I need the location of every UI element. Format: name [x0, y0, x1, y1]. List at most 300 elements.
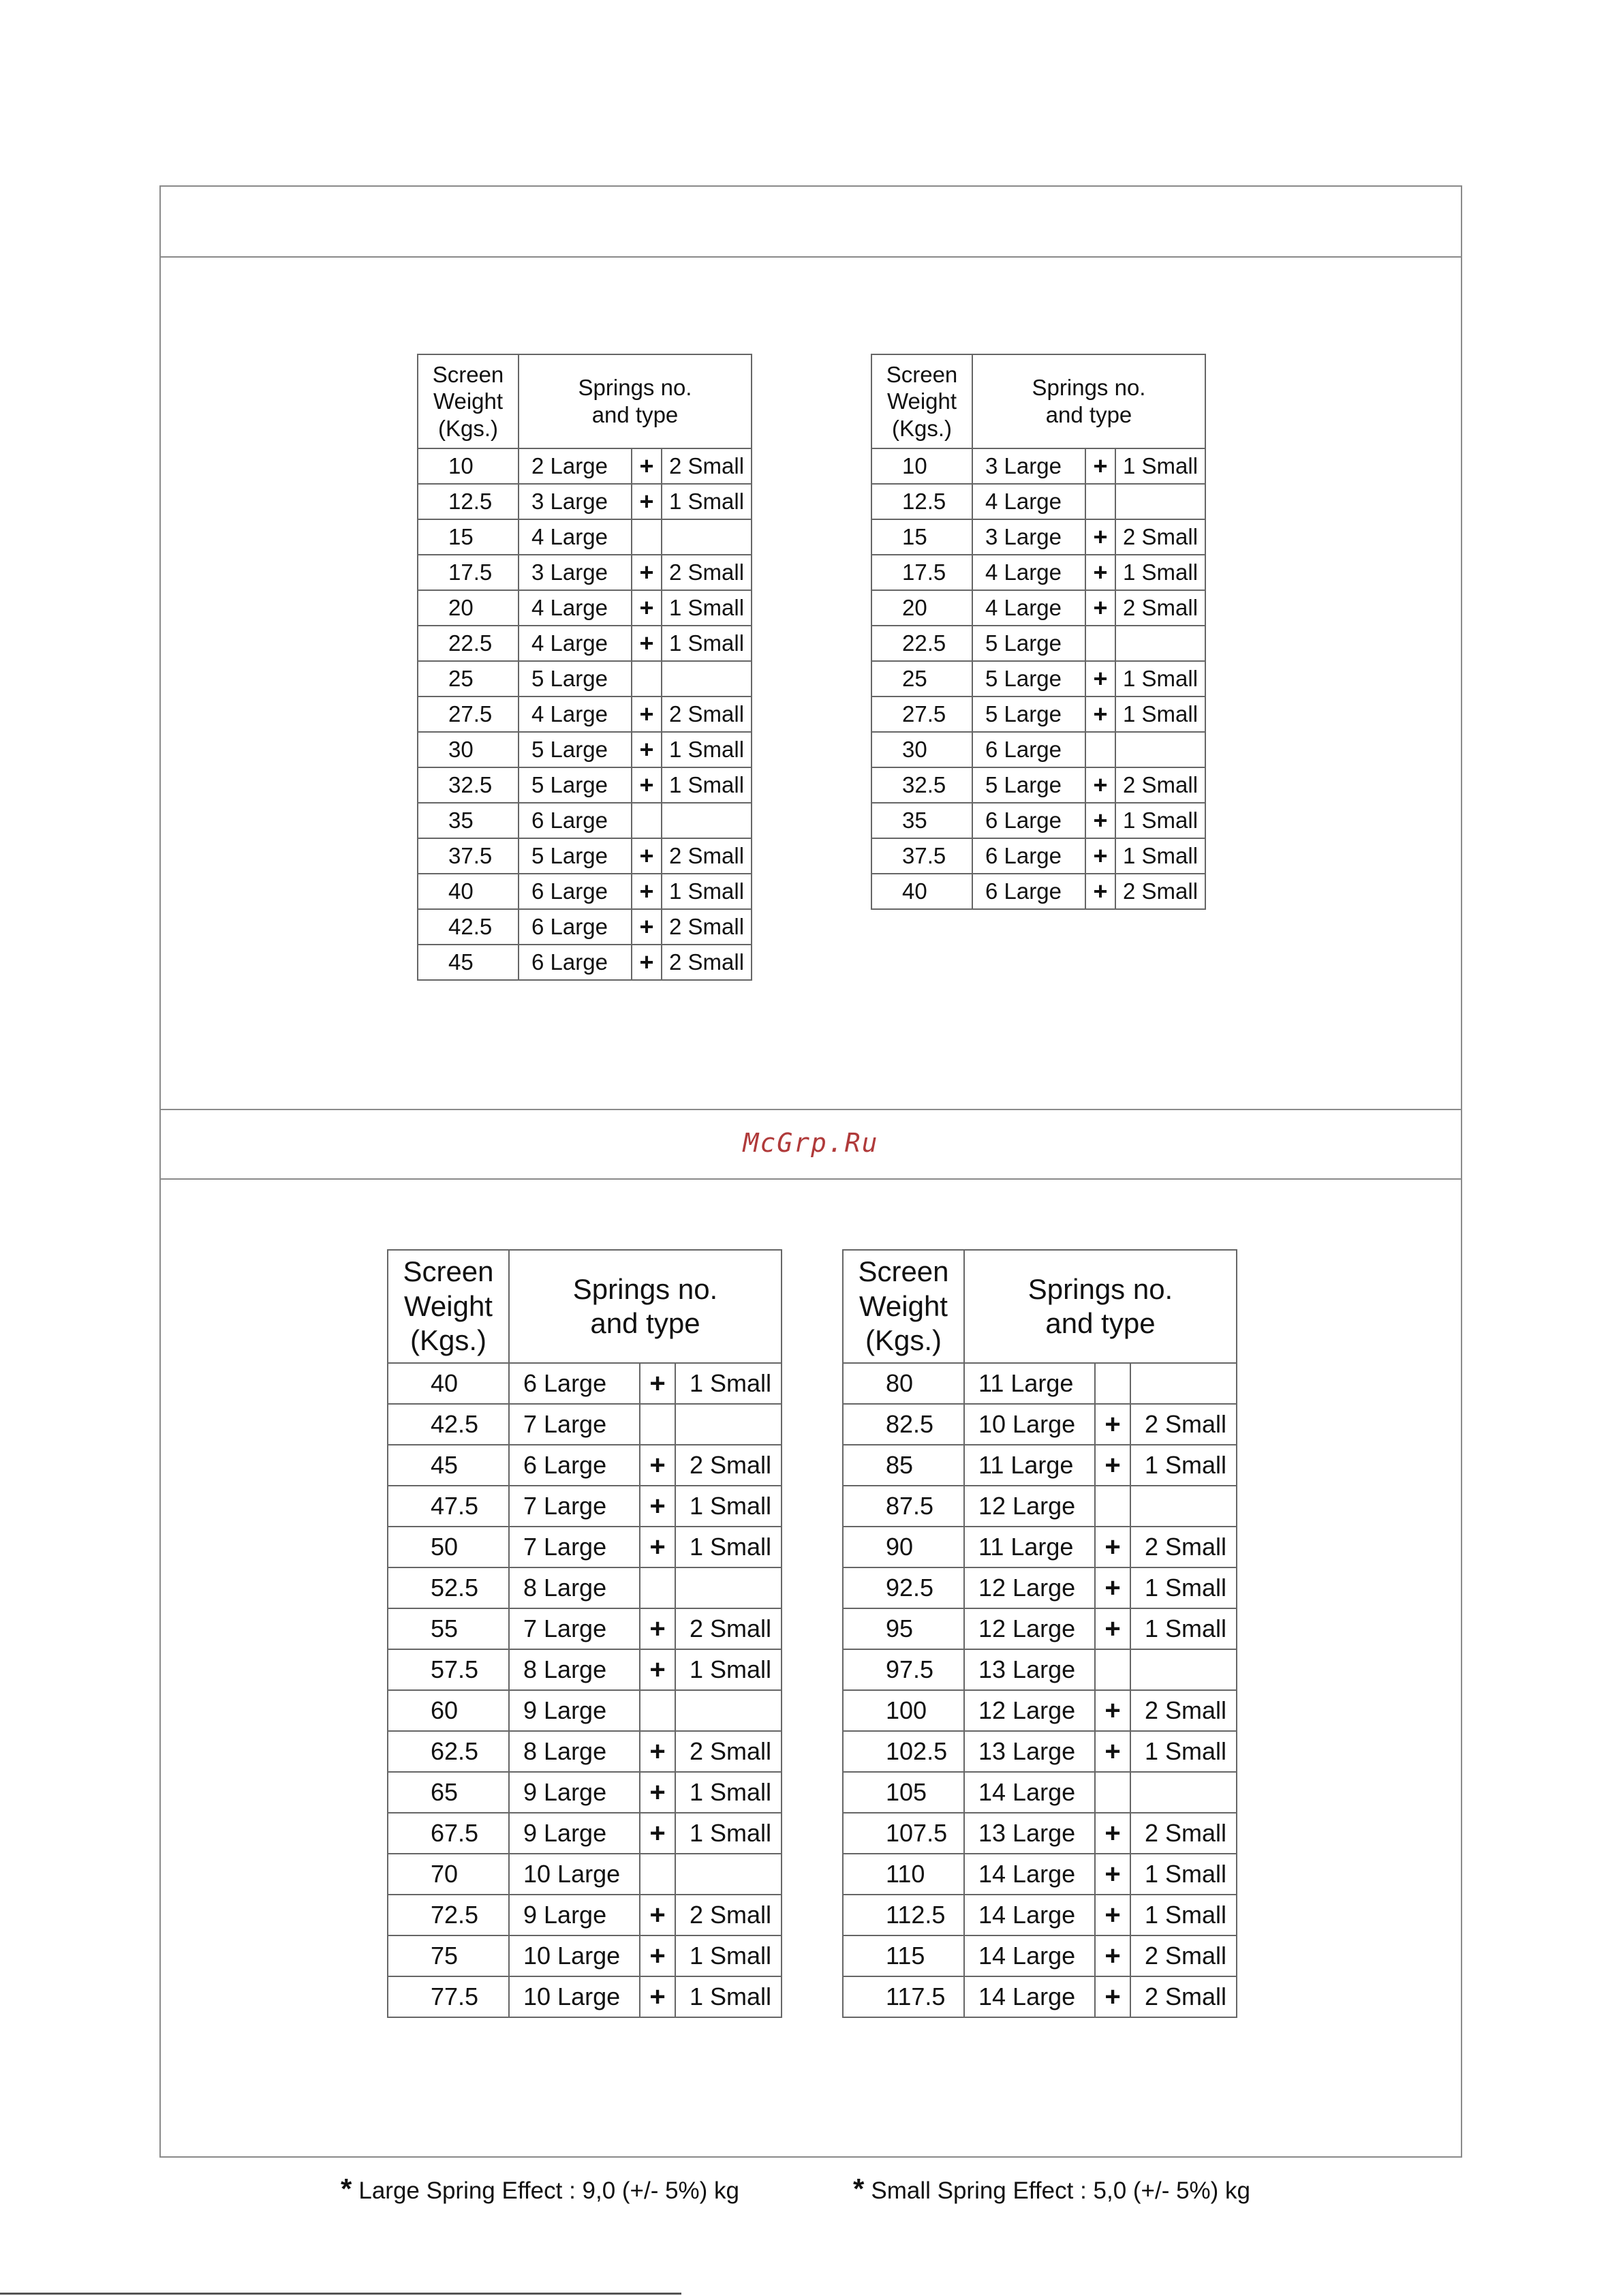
cell-large-springs: 12 Large — [964, 1567, 1095, 1608]
cell-large-springs: 12 Large — [964, 1608, 1095, 1649]
cell-large-springs: 14 Large — [964, 1895, 1095, 1935]
table-row — [843, 1772, 1237, 1813]
cell-small-springs: 2 Small — [1130, 1404, 1237, 1445]
cell-large-springs: 11 Large — [964, 1527, 1095, 1567]
cell-small-springs: 2 Small — [1130, 1690, 1237, 1731]
cell-plus — [632, 661, 662, 697]
cell-weight: 72.5 — [388, 1895, 509, 1935]
cell-large-springs: 11 Large — [964, 1445, 1095, 1486]
cell-plus: + — [632, 555, 662, 590]
cell-weight: 115 — [843, 1935, 964, 1976]
header-screen-weight — [871, 354, 972, 448]
cell-small-springs — [675, 1690, 782, 1731]
cell-large-springs: 4 Large — [972, 555, 1085, 590]
cell-weight: 35 — [871, 803, 972, 838]
cell-weight: 32.5 — [871, 767, 972, 803]
cell-plus — [640, 1690, 675, 1731]
cell-plus: + — [632, 732, 662, 767]
cell-small-springs: 2 Small — [662, 838, 752, 874]
cell-small-springs: 1 Small — [675, 1935, 782, 1976]
cell-large-springs: 4 Large — [519, 519, 632, 555]
cell-plus — [1085, 484, 1115, 519]
header-line: (Kgs.) — [409, 1324, 486, 1357]
cell-weight: 52.5 — [388, 1567, 509, 1608]
cell-plus: + — [1085, 767, 1115, 803]
table-row — [388, 1976, 782, 2017]
cell-large-springs: 6 Large — [972, 838, 1085, 874]
cell-small-springs — [675, 1567, 782, 1608]
table-row — [843, 1690, 1237, 1731]
cell-small-springs — [675, 1854, 782, 1895]
cell-weight: 22.5 — [871, 626, 972, 661]
table-row — [871, 838, 1205, 874]
cell-large-springs: 3 Large — [972, 519, 1085, 555]
header-line: and type — [1045, 402, 1132, 427]
cell-small-springs: 1 Small — [1115, 661, 1205, 697]
cell-large-springs: 11 Large — [964, 1363, 1095, 1404]
cell-small-springs: 1 Small — [675, 1486, 782, 1527]
cell-small-springs: 1 Small — [662, 767, 752, 803]
cell-small-springs: 2 Small — [662, 945, 752, 980]
cell-weight: 20 — [871, 590, 972, 626]
header-screen-weight — [388, 1250, 509, 1363]
cell-plus: + — [640, 1486, 675, 1527]
cell-small-springs: 2 Small — [675, 1895, 782, 1935]
table-row — [843, 1649, 1237, 1690]
table-row — [871, 590, 1205, 626]
header-line: Springs no. — [1032, 375, 1146, 401]
cell-large-springs: 5 Large — [972, 767, 1085, 803]
cell-weight: 25 — [871, 661, 972, 697]
cell-plus — [1085, 732, 1115, 767]
header-line: Weight — [433, 388, 504, 414]
table-row — [388, 1486, 782, 1527]
header-line: Weight — [886, 388, 957, 414]
cell-small-springs: 1 Small — [675, 1649, 782, 1690]
cell-large-springs: 14 Large — [964, 1976, 1095, 2017]
cell-large-springs: 6 Large — [972, 874, 1085, 909]
section-divider-top — [159, 1109, 1462, 1110]
cell-weight: 27.5 — [418, 697, 519, 732]
cell-large-springs: 9 Large — [509, 1690, 640, 1731]
cell-plus: + — [1085, 448, 1115, 484]
cell-plus: + — [640, 1813, 675, 1854]
cell-small-springs: 2 Small — [1130, 1813, 1237, 1854]
cell-weight: 25 — [418, 661, 519, 697]
cell-small-springs: 1 Small — [662, 732, 752, 767]
cell-plus — [1095, 1649, 1130, 1690]
cell-small-springs: 1 Small — [662, 626, 752, 661]
cell-large-springs: 2 Large — [519, 448, 632, 484]
header-line: (Kgs.) — [437, 415, 498, 441]
table-row — [388, 1813, 782, 1854]
cell-large-springs: 3 Large — [972, 448, 1085, 484]
cell-small-springs — [1130, 1363, 1237, 1404]
table-row — [418, 909, 752, 945]
cell-large-springs: 4 Large — [972, 590, 1085, 626]
table-row — [871, 767, 1205, 803]
cell-weight: 80 — [843, 1363, 964, 1404]
cell-small-springs: 2 Small — [662, 909, 752, 945]
table-row — [843, 1895, 1237, 1935]
cell-large-springs: 13 Large — [964, 1731, 1095, 1772]
header-springs — [964, 1250, 1237, 1363]
cell-small-springs — [1115, 484, 1205, 519]
cell-small-springs: 2 Small — [1115, 590, 1205, 626]
cell-plus: + — [640, 1772, 675, 1813]
cell-large-springs: 7 Large — [509, 1486, 640, 1527]
table-header-row — [388, 1250, 782, 1363]
cell-plus: + — [1095, 1567, 1130, 1608]
cell-large-springs: 4 Large — [519, 590, 632, 626]
cell-large-springs: 5 Large — [519, 732, 632, 767]
cell-large-springs: 3 Large — [519, 484, 632, 519]
cell-weight: 50 — [388, 1527, 509, 1567]
table-row — [871, 803, 1205, 838]
table-row — [843, 1363, 1237, 1404]
page-frame — [159, 185, 1462, 2158]
cell-large-springs: 4 Large — [519, 697, 632, 732]
cell-plus: + — [1085, 661, 1115, 697]
table-row — [843, 1567, 1237, 1608]
cell-small-springs: 2 Small — [1130, 1527, 1237, 1567]
cell-large-springs: 13 Large — [964, 1813, 1095, 1854]
table-row — [388, 1895, 782, 1935]
cell-small-springs: 2 Small — [675, 1731, 782, 1772]
cell-weight: 37.5 — [871, 838, 972, 874]
table-row — [388, 1404, 782, 1445]
table-row — [843, 1527, 1237, 1567]
table-row — [871, 874, 1205, 909]
footnote-text: Small Spring Effect : 5,0 (+/- 5%) kg — [871, 2177, 1251, 2204]
cell-large-springs: 6 Large — [509, 1363, 640, 1404]
table-row — [843, 1854, 1237, 1895]
table-row — [418, 697, 752, 732]
cell-plus — [640, 1404, 675, 1445]
cell-large-springs: 6 Large — [519, 874, 632, 909]
cell-small-springs — [1115, 732, 1205, 767]
cell-small-springs: 1 Small — [1115, 803, 1205, 838]
cell-plus: + — [640, 1363, 675, 1404]
cell-small-springs: 2 Small — [662, 697, 752, 732]
cell-plus — [1095, 1486, 1130, 1527]
header-line: Screen — [858, 1255, 949, 1288]
cell-weight: 15 — [418, 519, 519, 555]
cell-large-springs: 4 Large — [972, 484, 1085, 519]
table-row — [388, 1363, 782, 1404]
cell-small-springs: 1 Small — [675, 1813, 782, 1854]
header-line: Weight — [404, 1289, 493, 1322]
table-row — [388, 1445, 782, 1486]
footnote-small-spring — [853, 2173, 1250, 2205]
cell-weight: 40 — [871, 874, 972, 909]
cell-weight: 17.5 — [871, 555, 972, 590]
table-row — [418, 519, 752, 555]
cell-small-springs — [675, 1404, 782, 1445]
table-row — [388, 1854, 782, 1895]
cell-weight: 32.5 — [418, 767, 519, 803]
cell-weight: 90 — [843, 1527, 964, 1567]
cell-plus: + — [1095, 1445, 1130, 1486]
header-line: Screen — [403, 1255, 494, 1288]
cell-plus — [640, 1854, 675, 1895]
cell-weight: 110 — [843, 1854, 964, 1895]
table-row — [843, 1486, 1237, 1527]
table-row — [388, 1772, 782, 1813]
cell-plus: + — [1085, 697, 1115, 732]
cell-large-springs: 5 Large — [519, 838, 632, 874]
header-divider — [159, 256, 1462, 258]
table-row — [843, 1976, 1237, 2017]
cell-weight: 20 — [418, 590, 519, 626]
cell-weight: 100 — [843, 1690, 964, 1731]
cell-plus: + — [1095, 1608, 1130, 1649]
cell-large-springs: 6 Large — [972, 803, 1085, 838]
header-line: Screen — [432, 361, 504, 387]
cell-weight: 117.5 — [843, 1976, 964, 2017]
cell-small-springs — [1130, 1486, 1237, 1527]
cell-weight: 67.5 — [388, 1813, 509, 1854]
cell-small-springs: 1 Small — [675, 1363, 782, 1404]
cell-plus: + — [1095, 1690, 1130, 1731]
cell-small-springs: 1 Small — [1115, 555, 1205, 590]
cell-weight: 10 — [418, 448, 519, 484]
cell-plus: + — [640, 1895, 675, 1935]
table-row — [418, 732, 752, 767]
cell-large-springs: 13 Large — [964, 1649, 1095, 1690]
cell-plus: + — [632, 874, 662, 909]
header-screen-weight — [418, 354, 519, 448]
cell-weight: 27.5 — [871, 697, 972, 732]
table-row — [871, 697, 1205, 732]
cell-small-springs — [1130, 1772, 1237, 1813]
cell-small-springs: 1 Small — [675, 1527, 782, 1567]
cell-plus: + — [1085, 519, 1115, 555]
cell-weight: 75 — [388, 1935, 509, 1976]
cell-plus: + — [1095, 1854, 1130, 1895]
cell-weight: 62.5 — [388, 1731, 509, 1772]
cell-small-springs — [1115, 626, 1205, 661]
cell-small-springs: 1 Small — [1130, 1895, 1237, 1935]
cell-plus: + — [640, 1935, 675, 1976]
cell-large-springs: 7 Large — [509, 1404, 640, 1445]
cell-plus: + — [1095, 1527, 1130, 1567]
table-row — [418, 448, 752, 484]
cell-plus: + — [640, 1731, 675, 1772]
table-row — [843, 1445, 1237, 1486]
cell-plus — [1095, 1363, 1130, 1404]
cell-weight: 42.5 — [388, 1404, 509, 1445]
header-line: Screen — [886, 361, 958, 387]
cell-weight: 30 — [871, 732, 972, 767]
cell-weight: 102.5 — [843, 1731, 964, 1772]
cell-small-springs: 2 Small — [1115, 519, 1205, 555]
cell-large-springs: 10 Large — [509, 1976, 640, 2017]
spring-table-4 — [842, 1249, 1237, 2018]
header-line: Springs no. — [578, 375, 692, 401]
cell-plus: + — [1085, 555, 1115, 590]
header-line: (Kgs.) — [891, 415, 952, 441]
cell-small-springs: 1 Small — [1115, 697, 1205, 732]
cell-large-springs: 9 Large — [509, 1895, 640, 1935]
table-header-row — [871, 354, 1205, 448]
cell-small-springs: 1 Small — [1130, 1731, 1237, 1772]
cell-weight: 60 — [388, 1690, 509, 1731]
cell-large-springs: 5 Large — [519, 767, 632, 803]
cell-large-springs: 9 Large — [509, 1772, 640, 1813]
cell-large-springs: 5 Large — [519, 661, 632, 697]
cell-plus: + — [640, 1649, 675, 1690]
cell-small-springs: 2 Small — [1115, 874, 1205, 909]
cell-small-springs: 1 Small — [662, 874, 752, 909]
table-row — [418, 555, 752, 590]
cell-large-springs: 12 Large — [964, 1486, 1095, 1527]
table-row — [418, 874, 752, 909]
cell-weight: 105 — [843, 1772, 964, 1813]
table-row — [388, 1935, 782, 1976]
cell-weight: 22.5 — [418, 626, 519, 661]
header-line: Springs no. — [572, 1272, 718, 1305]
header-screen-weight — [843, 1250, 964, 1363]
table-row — [871, 732, 1205, 767]
table-row — [388, 1608, 782, 1649]
cell-large-springs: 4 Large — [519, 626, 632, 661]
cell-weight: 30 — [418, 732, 519, 767]
header-line: (Kgs.) — [865, 1324, 942, 1357]
cell-plus: + — [1085, 590, 1115, 626]
cell-weight: 10 — [871, 448, 972, 484]
cell-plus: + — [1095, 1976, 1130, 2017]
cell-small-springs — [662, 519, 752, 555]
spring-table-3 — [387, 1249, 782, 2018]
cell-plus: + — [1095, 1731, 1130, 1772]
cell-large-springs: 5 Large — [972, 697, 1085, 732]
cell-weight: 82.5 — [843, 1404, 964, 1445]
cell-weight: 37.5 — [418, 838, 519, 874]
table-row — [418, 590, 752, 626]
cell-weight: 15 — [871, 519, 972, 555]
cell-large-springs: 14 Large — [964, 1854, 1095, 1895]
cell-weight: 42.5 — [418, 909, 519, 945]
cell-small-springs: 1 Small — [1115, 838, 1205, 874]
header-line: Springs no. — [1027, 1272, 1173, 1305]
cell-plus — [632, 803, 662, 838]
table-row — [871, 626, 1205, 661]
cell-large-springs: 6 Large — [972, 732, 1085, 767]
bottom-rule — [0, 2293, 681, 2295]
cell-large-springs: 5 Large — [972, 661, 1085, 697]
cell-plus: + — [640, 1445, 675, 1486]
table-header-row — [418, 354, 752, 448]
cell-large-springs: 6 Large — [519, 945, 632, 980]
cell-weight: 85 — [843, 1445, 964, 1486]
cell-weight: 77.5 — [388, 1976, 509, 2017]
table-row — [843, 1731, 1237, 1772]
cell-large-springs: 6 Large — [519, 909, 632, 945]
cell-weight: 97.5 — [843, 1649, 964, 1690]
cell-plus: + — [632, 626, 662, 661]
header-line: and type — [1045, 1307, 1156, 1339]
cell-large-springs: 8 Large — [509, 1649, 640, 1690]
cell-weight: 45 — [388, 1445, 509, 1486]
cell-weight: 87.5 — [843, 1486, 964, 1527]
cell-plus — [1095, 1772, 1130, 1813]
cell-large-springs: 10 Large — [509, 1854, 640, 1895]
table-row — [388, 1649, 782, 1690]
header-springs — [509, 1250, 782, 1363]
cell-weight: 45 — [418, 945, 519, 980]
cell-plus: + — [1085, 838, 1115, 874]
cell-large-springs: 8 Large — [509, 1731, 640, 1772]
cell-large-springs: 8 Large — [509, 1567, 640, 1608]
spring-table-1 — [417, 354, 752, 981]
table-row — [418, 945, 752, 980]
cell-small-springs: 2 Small — [662, 555, 752, 590]
cell-weight: 65 — [388, 1772, 509, 1813]
cell-large-springs: 14 Large — [964, 1935, 1095, 1976]
cell-plus: + — [1095, 1813, 1130, 1854]
table-row — [388, 1567, 782, 1608]
cell-weight: 57.5 — [388, 1649, 509, 1690]
cell-small-springs — [662, 803, 752, 838]
cell-small-springs: 2 Small — [675, 1608, 782, 1649]
cell-plus: + — [640, 1527, 675, 1567]
cell-small-springs — [1130, 1649, 1237, 1690]
cell-plus: + — [632, 909, 662, 945]
cell-weight: 95 — [843, 1608, 964, 1649]
cell-plus: + — [1085, 803, 1115, 838]
header-line: and type — [590, 1307, 700, 1339]
cell-weight: 40 — [388, 1363, 509, 1404]
cell-plus: + — [640, 1976, 675, 2017]
table-row — [871, 661, 1205, 697]
header-line: and type — [591, 402, 679, 427]
cell-weight: 55 — [388, 1608, 509, 1649]
cell-plus — [640, 1567, 675, 1608]
section-divider-bottom — [159, 1178, 1462, 1180]
table-header-row — [843, 1250, 1237, 1363]
header-springs — [519, 354, 752, 448]
cell-small-springs: 1 Small — [662, 590, 752, 626]
cell-plus: + — [632, 767, 662, 803]
cell-weight: 112.5 — [843, 1895, 964, 1935]
table-row — [418, 626, 752, 661]
cell-small-springs: 2 Small — [675, 1445, 782, 1486]
cell-large-springs: 6 Large — [519, 803, 632, 838]
cell-large-springs: 3 Large — [519, 555, 632, 590]
cell-small-springs: 2 Small — [1130, 1976, 1237, 2017]
cell-small-springs: 2 Small — [662, 448, 752, 484]
table-row — [871, 555, 1205, 590]
table-row — [843, 1608, 1237, 1649]
cell-small-springs: 2 Small — [1115, 767, 1205, 803]
cell-large-springs: 7 Large — [509, 1608, 640, 1649]
cell-large-springs: 14 Large — [964, 1772, 1095, 1813]
table-row — [871, 484, 1205, 519]
cell-large-springs: 10 Large — [964, 1404, 1095, 1445]
cell-plus: + — [632, 697, 662, 732]
cell-plus: + — [1085, 874, 1115, 909]
cell-weight: 12.5 — [418, 484, 519, 519]
cell-plus: + — [1095, 1404, 1130, 1445]
cell-plus: + — [1095, 1895, 1130, 1935]
cell-small-springs: 1 Small — [1130, 1445, 1237, 1486]
table-row — [418, 767, 752, 803]
cell-plus: + — [632, 484, 662, 519]
cell-plus — [632, 519, 662, 555]
table-row — [843, 1813, 1237, 1854]
spring-table-2 — [871, 354, 1206, 910]
